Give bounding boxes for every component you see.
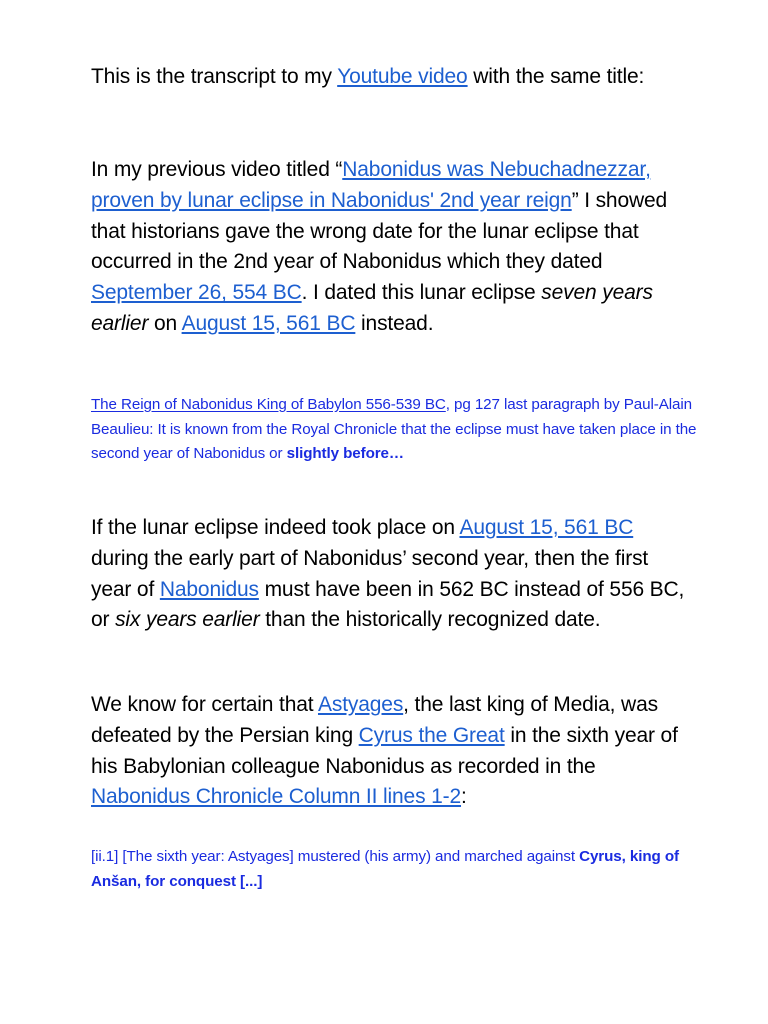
emphasis-text: six years earlier: [115, 608, 260, 632]
quote-text: , pg 127 last paragraph by Paul-Alain Beaulieu: It is known from the Royal Chronicle that the eclipse must have taken place in the second year of Nabonidus or: [91, 396, 697, 463]
youtube-video-link[interactable]: Youtube video: [337, 65, 468, 88]
paragraph-text: instead.: [355, 311, 434, 335]
astyages-link[interactable]: Astyages: [317, 693, 404, 716]
previous-video-link[interactable]: Nabonidus was Nebuchadnezzar, proven by lunar eclipse in Nabonidus' 2nd year reign: [91, 158, 651, 212]
paragraph-text: during the early part of Nabonidus’ second year, then the first year of: [91, 546, 649, 601]
chronicle-quote: [91, 845, 731, 894]
intro-text: This is the transcript to my: [91, 65, 338, 88]
nabonidus-chronicle-link[interactable]: Nabonidus Chronicle Column II lines 1-2: [91, 785, 462, 809]
eclipse-paragraph: [91, 513, 691, 636]
paragraph-text: We know for certain that: [91, 693, 318, 716]
august-561-link[interactable]: August 15, 561 BC: [459, 516, 634, 539]
paragraph-text: In my previous video titled “: [91, 158, 343, 181]
paragraph-text: ” I showed that historians gave the wrong date for the lunar eclipse that occurred in the 2nd year of Nabonidus which they dated: [91, 188, 668, 274]
previous-video-paragraph: [91, 155, 691, 340]
astyages-paragraph: [91, 690, 691, 813]
cyrus-the-great-link[interactable]: Cyrus the Great: [358, 723, 505, 747]
paragraph-text: If the lunar eclipse indeed took place on: [91, 516, 460, 539]
paragraph-text: in the sixth year of his Babylonian colleague Nabonidus as recorded in the: [91, 723, 678, 778]
paragraph-text: :: [461, 785, 467, 809]
nabonidus-link[interactable]: Nabonidus: [159, 577, 259, 601]
paragraph-text: , the last king of Media, was defeated by the Persian king: [91, 693, 658, 747]
quote-bold-text: slightly before…: [286, 445, 404, 463]
reign-of-nabonidus-link[interactable]: The Reign of Nabonidus King of Babylon 556-539 BC: [91, 396, 446, 413]
emphasis-text: seven years earlier: [91, 281, 653, 335]
quote-bold-text: Cyrus, king of Anšan, for conquest [...]: [91, 848, 679, 890]
paragraph-text: on: [148, 311, 182, 335]
paragraph-text: . I dated this lunar eclipse: [301, 281, 542, 305]
intro-text-end: with the same title:: [467, 65, 645, 88]
september-date-link[interactable]: September 26, 554 BC: [91, 281, 302, 305]
intro-paragraph: [91, 62, 691, 93]
paragraph-text: must have been in 562 BC instead of 556 BC, or: [91, 577, 685, 632]
beaulieu-quote: [91, 393, 731, 467]
august-date-link[interactable]: August 15, 561 BC: [181, 311, 356, 335]
paragraph-text: than the historically recognized date.: [259, 608, 601, 632]
quote-text: [ii.1] [The sixth year: Astyages] mustered (his army) and marched against: [91, 848, 580, 865]
